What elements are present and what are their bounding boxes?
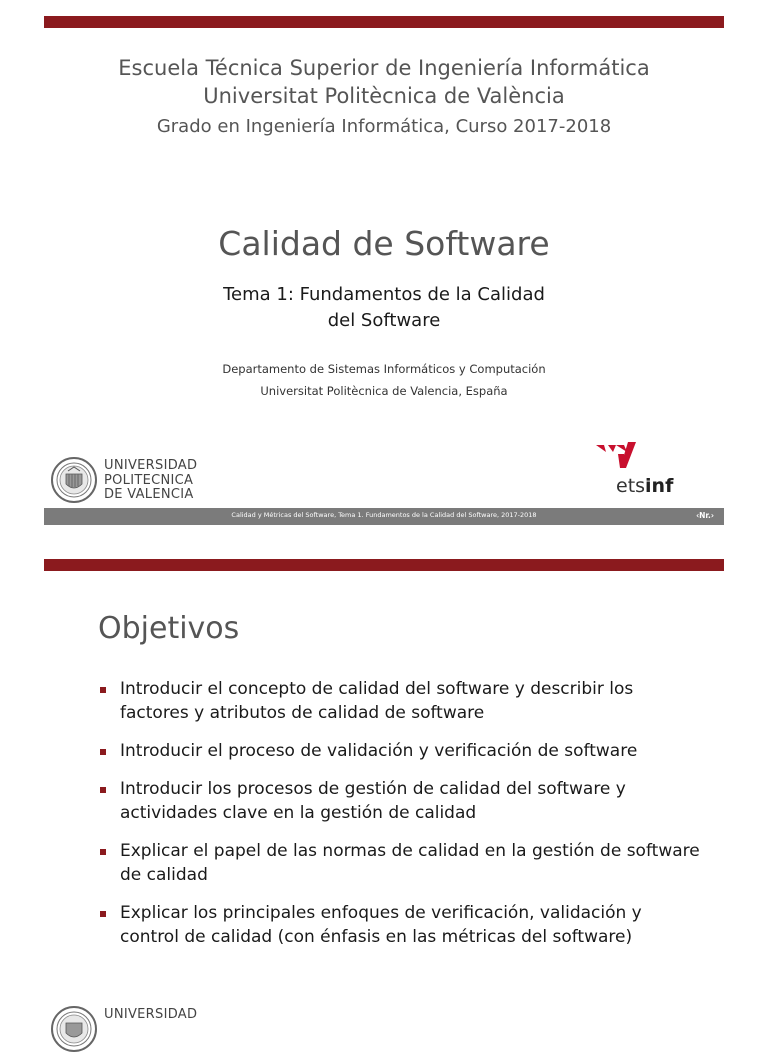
university-country: Universitat Politècnica de Valencia, España [260,384,508,398]
list-item-text: Introducir el concepto de calidad del software y describir los factores y atributos de calidad de software [120,679,634,723]
list-item [100,777,700,825]
upv-seal-icon [50,456,98,504]
objectives-slide [44,559,724,1024]
bullet-square-icon [100,911,106,917]
slide-top-bar [44,16,724,28]
degree-course: Grado en Ingeniería Informática, Curso 2017-2018 [156,116,612,137]
bullet-square-icon [100,787,106,793]
upv-logo [50,456,210,506]
etsinf-mark-icon [596,442,636,470]
upv-logo-line-2: POLITECNICA [104,472,194,488]
university-name: Universitat Politècnica de València [203,84,565,108]
slide-top-bar [44,559,724,571]
list-item-text: Introducir los procesos de gestión de calidad del software y actividades clave en la gestión de calidad [120,779,626,823]
list-item-text: Introducir el proceso de validación y verificación de software [120,741,638,761]
bullet-square-icon [100,849,106,855]
subtitle-line-2: del Software [327,310,441,331]
slide-subtitle [44,282,724,334]
slide-footer [44,508,724,525]
upv-logo-line-1: UNIVERSIDAD [104,458,198,473]
list-item [100,901,700,949]
upv-logo-text [104,459,197,503]
etsinf-ets: ets [616,475,646,497]
title-slide [44,16,724,528]
etsinf-inf: inf [645,475,674,497]
slide-title: Calidad de Software [218,224,550,263]
bullet-square-icon [100,749,106,755]
subtitle-line-1: Tema 1: Fundamentos de la Calidad [223,284,545,305]
objectives-list [100,677,700,963]
upv-logo [50,1005,210,1035]
slide-title: Objetivos [98,611,240,646]
list-item [100,839,700,887]
upv-logo-line-3: DE VALENCIA [104,487,194,502]
list-item-text: Explicar el papel de las normas de calidad en la gestión de software de calidad [120,841,700,885]
bullet-square-icon [100,687,106,693]
upv-seal-icon [50,1005,98,1053]
list-item-text: Explicar los principales enfoques de verificación, validación y control de calidad (con énfasis en las métricas del software) [120,903,642,947]
list-item [100,739,700,763]
footer-text: Calidad y Métricas del Software, Tema 1. Fundamentos de la Calidad del Software, 2017-2018 [231,511,537,519]
etsinf-text [616,475,673,497]
etsinf-logo [594,442,704,502]
list-item [100,677,700,725]
upv-logo-text: UNIVERSIDAD [104,1007,198,1022]
footer-page-number: ‹Nr.› [696,511,714,520]
department: Departamento de Sistemas Informáticos y Computación [222,362,546,376]
school-name: Escuela Técnica Superior de Ingeniería Informática [118,56,650,80]
